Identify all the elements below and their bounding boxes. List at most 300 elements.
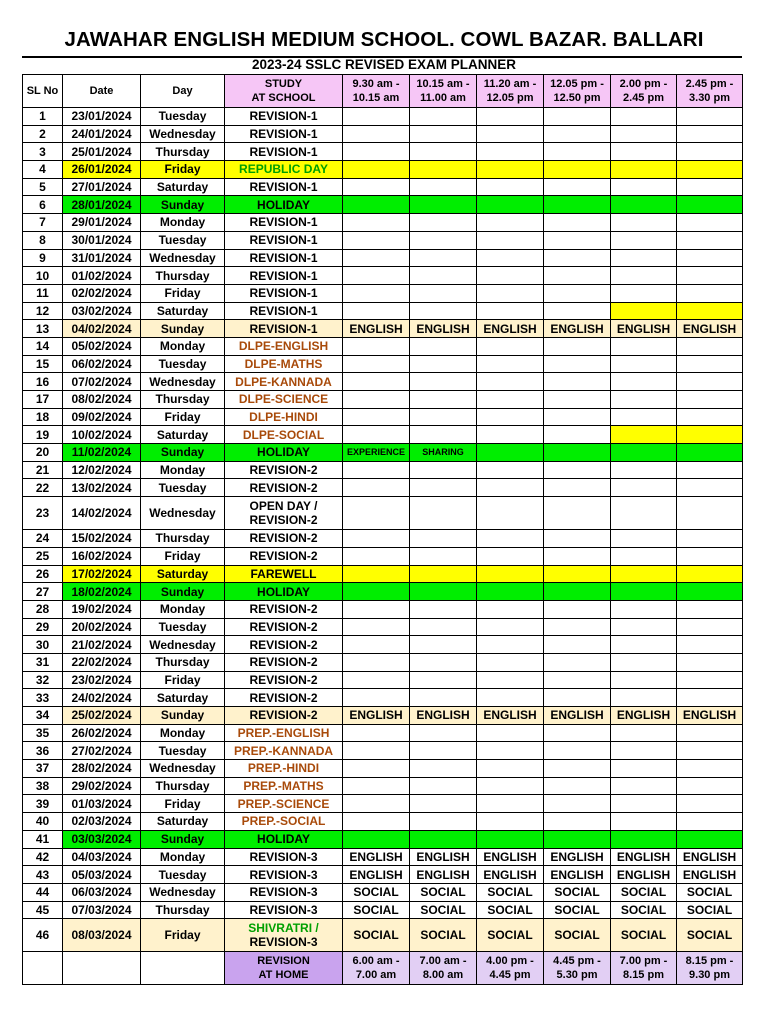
date-cell: 09/02/2024 <box>63 408 141 426</box>
date-cell: 27/01/2024 <box>63 178 141 196</box>
slot-cell: ENGLISH <box>477 320 544 338</box>
slot-cell <box>611 108 677 126</box>
slot-cell <box>477 302 544 320</box>
day-cell: Thursday <box>141 901 225 919</box>
slot-cell <box>343 724 410 742</box>
day-cell: Wednesday <box>141 883 225 901</box>
slot-cell <box>544 565 611 583</box>
header-slot-5: 2.00 pm - 2.45 pm <box>611 75 677 108</box>
date-cell: 16/02/2024 <box>63 547 141 565</box>
footer-empty-cell <box>141 952 225 985</box>
slot-cell <box>611 408 677 426</box>
slot-cell <box>477 724 544 742</box>
home-slot-line: 7.00 pm - <box>619 955 668 968</box>
table-row <box>23 760 743 778</box>
date-cell: 06/03/2024 <box>63 883 141 901</box>
day-cell: Wednesday <box>141 249 225 267</box>
study-at-school-cell: REVISION-1 <box>225 320 343 338</box>
slot-cell <box>343 249 410 267</box>
sl-no-cell: 26 <box>23 565 63 583</box>
sl-no-cell: 15 <box>23 355 63 373</box>
slot-cell <box>477 108 544 126</box>
slot-cell: ENGLISH <box>611 707 677 725</box>
day-cell: Wednesday <box>141 760 225 778</box>
study-line: REVISION-3 <box>249 935 318 950</box>
slot-cell <box>677 618 743 636</box>
study-at-school-cell: REVISION-1 <box>225 231 343 249</box>
table-row <box>23 249 743 267</box>
home-slot-line: 8.15 pm - <box>685 955 734 968</box>
slot-cell <box>477 196 544 214</box>
slot-cell <box>477 214 544 232</box>
date-cell: 07/02/2024 <box>63 373 141 391</box>
sl-no-cell: 11 <box>23 284 63 302</box>
table-row <box>23 653 743 671</box>
slot-cell <box>343 284 410 302</box>
study-line: SHIVRATRI / <box>248 921 319 936</box>
slot-cell: ENGLISH <box>544 320 611 338</box>
date-cell: 22/02/2024 <box>63 653 141 671</box>
study-at-school-cell: DLPE-MATHS <box>225 355 343 373</box>
slot-cell <box>544 355 611 373</box>
table-row <box>23 565 743 583</box>
slot-cell <box>677 653 743 671</box>
study-line: OPEN DAY / <box>249 499 318 514</box>
slot-cell <box>611 479 677 497</box>
slot-cell <box>343 355 410 373</box>
slot-cell <box>477 497 544 530</box>
sl-no-cell: 44 <box>23 883 63 901</box>
table-row <box>23 391 743 409</box>
slot-cell: ENGLISH <box>544 848 611 866</box>
sl-no-cell: 9 <box>23 249 63 267</box>
study-at-school-cell: REVISION-2 <box>225 461 343 479</box>
day-cell: Thursday <box>141 653 225 671</box>
table-row <box>23 636 743 654</box>
day-cell: Sunday <box>141 707 225 725</box>
study-at-school-cell: REVISION-2 <box>225 547 343 565</box>
slot-cell <box>611 600 677 618</box>
sl-no-cell: 46 <box>23 919 63 952</box>
date-cell: 01/02/2024 <box>63 267 141 285</box>
home-slot-line: 8.00 am <box>422 969 464 982</box>
slot-cell: ENGLISH <box>410 320 477 338</box>
study-at-school-cell: REVISION-3 <box>225 901 343 919</box>
slot-cell <box>544 196 611 214</box>
slot-cell <box>410 777 477 795</box>
sl-no-cell: 42 <box>23 848 63 866</box>
slot-cell <box>343 108 410 126</box>
day-cell: Monday <box>141 848 225 866</box>
table-row <box>23 355 743 373</box>
day-cell: Friday <box>141 284 225 302</box>
slot-cell <box>477 426 544 444</box>
slot-cell <box>677 724 743 742</box>
study-at-school-cell <box>225 497 343 530</box>
study-at-school-cell: PREP.-SOCIAL <box>225 813 343 831</box>
study-at-school-cell: PREP.-KANNADA <box>225 742 343 760</box>
home-slot-line: 4.45 pm <box>489 969 531 982</box>
sl-no-cell: 20 <box>23 444 63 462</box>
slot-cell <box>544 653 611 671</box>
date-cell: 05/02/2024 <box>63 337 141 355</box>
slot-cell <box>477 742 544 760</box>
slot-cell <box>410 337 477 355</box>
slot-cell: SOCIAL <box>611 919 677 952</box>
footer-empty-cell <box>63 952 141 985</box>
day-cell: Monday <box>141 461 225 479</box>
table-row <box>23 461 743 479</box>
slot-cell <box>410 461 477 479</box>
study-at-school-cell: REVISION-1 <box>225 214 343 232</box>
day-cell: Monday <box>141 600 225 618</box>
slot-cell <box>410 373 477 391</box>
slot-cell <box>477 161 544 179</box>
slot-cell <box>477 267 544 285</box>
day-cell: Thursday <box>141 143 225 161</box>
sl-no-cell: 12 <box>23 302 63 320</box>
table-row <box>23 373 743 391</box>
slot-cell: ENGLISH <box>611 320 677 338</box>
study-at-school-cell: PREP.-SCIENCE <box>225 795 343 813</box>
sl-no-cell: 27 <box>23 583 63 601</box>
slot-cell <box>544 777 611 795</box>
slot-cell <box>677 671 743 689</box>
study-at-school-cell <box>225 919 343 952</box>
study-at-school-cell: HOLIDAY <box>225 196 343 214</box>
day-cell: Friday <box>141 919 225 952</box>
slot-cell: SOCIAL <box>343 883 410 901</box>
slot-cell <box>477 671 544 689</box>
slot-cell <box>410 249 477 267</box>
date-cell: 31/01/2024 <box>63 249 141 267</box>
study-at-school-cell: REVISION-1 <box>225 108 343 126</box>
slot-cell <box>477 373 544 391</box>
slot-cell <box>677 600 743 618</box>
slot-cell: SOCIAL <box>677 919 743 952</box>
date-cell: 30/01/2024 <box>63 231 141 249</box>
header-slot-4: 12.05 pm - 12.50 pm <box>544 75 611 108</box>
slot-cell: ENGLISH <box>677 320 743 338</box>
study-at-school-cell: REVISION-1 <box>225 178 343 196</box>
study-at-school-cell: REVISION-1 <box>225 267 343 285</box>
table-row <box>23 178 743 196</box>
study-at-school-cell: HOLIDAY <box>225 830 343 848</box>
slot-cell <box>343 742 410 760</box>
day-cell: Saturday <box>141 302 225 320</box>
study-at-school-cell: REVISION-3 <box>225 866 343 884</box>
slot-cell <box>343 583 410 601</box>
slot-cell <box>410 178 477 196</box>
table-row <box>23 777 743 795</box>
slot-cell: SOCIAL <box>677 901 743 919</box>
slot-cell <box>410 653 477 671</box>
slot-cell <box>677 426 743 444</box>
home-slot-cell <box>477 952 544 985</box>
date-cell: 10/02/2024 <box>63 426 141 444</box>
slot-cell <box>611 671 677 689</box>
slot-cell <box>677 795 743 813</box>
slot-cell <box>544 813 611 831</box>
slot-cell <box>611 284 677 302</box>
slot-cell <box>677 337 743 355</box>
slot-cell <box>477 391 544 409</box>
slot-cell <box>611 426 677 444</box>
study-at-school-cell: REVISION-2 <box>225 600 343 618</box>
slot-cell <box>611 231 677 249</box>
slot-cell: ENGLISH <box>544 866 611 884</box>
slot-cell <box>677 813 743 831</box>
slot-cell: ENGLISH <box>343 320 410 338</box>
footer-line: REVISION <box>257 955 310 968</box>
slot-cell <box>544 461 611 479</box>
slot-cell <box>611 302 677 320</box>
table-row <box>23 901 743 919</box>
day-cell: Saturday <box>141 813 225 831</box>
slot-cell <box>611 214 677 232</box>
study-at-school-cell: FAREWELL <box>225 565 343 583</box>
slot-cell <box>410 760 477 778</box>
study-at-school-cell: PREP.-HINDI <box>225 760 343 778</box>
slot-cell <box>611 742 677 760</box>
slot-cell <box>410 600 477 618</box>
sl-no-cell: 40 <box>23 813 63 831</box>
sl-no-cell: 3 <box>23 143 63 161</box>
date-cell: 07/03/2024 <box>63 901 141 919</box>
slot-cell <box>677 267 743 285</box>
study-at-school-cell: REVISION-3 <box>225 883 343 901</box>
study-at-school-cell: REVISION-1 <box>225 284 343 302</box>
slot-cell <box>544 302 611 320</box>
slot-cell <box>544 426 611 444</box>
slot-cell <box>611 547 677 565</box>
study-at-school-cell: REVISION-2 <box>225 479 343 497</box>
slot-cell <box>343 600 410 618</box>
slot-cell <box>343 125 410 143</box>
slot-cell <box>410 830 477 848</box>
sl-no-cell: 23 <box>23 497 63 530</box>
slot-cell <box>677 461 743 479</box>
slot-cell <box>410 196 477 214</box>
slot-cell <box>343 214 410 232</box>
slot-cell <box>410 724 477 742</box>
slot-cell <box>677 302 743 320</box>
slot-cell <box>477 444 544 462</box>
slot-cell <box>410 161 477 179</box>
header-date: Date <box>63 75 141 108</box>
slot-cell <box>611 813 677 831</box>
slot-cell <box>477 618 544 636</box>
slot-cell <box>611 760 677 778</box>
slot-cell <box>544 125 611 143</box>
header-slot-1: 9.30 am - 10.15 am <box>343 75 410 108</box>
study-at-school-cell: REVISION-1 <box>225 125 343 143</box>
slot-cell <box>611 583 677 601</box>
date-cell: 17/02/2024 <box>63 565 141 583</box>
date-cell: 25/01/2024 <box>63 143 141 161</box>
header-slot-6: 2.45 pm - 3.30 pm <box>677 75 743 108</box>
slot-cell <box>343 426 410 444</box>
slot-cell <box>477 249 544 267</box>
slot-cell <box>677 284 743 302</box>
study-at-school-cell: REVISION-2 <box>225 671 343 689</box>
table-row <box>23 530 743 548</box>
day-cell: Sunday <box>141 583 225 601</box>
slot-cell <box>677 231 743 249</box>
slot-cell: SOCIAL <box>544 901 611 919</box>
slot-cell: ENGLISH <box>343 707 410 725</box>
slot-cell <box>477 653 544 671</box>
day-cell: Monday <box>141 724 225 742</box>
table-row <box>23 196 743 214</box>
sl-no-cell: 32 <box>23 671 63 689</box>
sl-no-cell: 38 <box>23 777 63 795</box>
slot-cell <box>544 600 611 618</box>
slot-cell <box>544 143 611 161</box>
slot-cell <box>343 618 410 636</box>
slot-cell <box>544 618 611 636</box>
slot-cell <box>343 302 410 320</box>
slot-cell <box>410 795 477 813</box>
sl-no-cell: 31 <box>23 653 63 671</box>
slot-cell <box>611 618 677 636</box>
slot-cell: SOCIAL <box>611 883 677 901</box>
slot-cell <box>477 583 544 601</box>
slot-cell <box>544 161 611 179</box>
slot-cell <box>343 267 410 285</box>
home-slot-line: 4.00 pm - <box>486 955 534 968</box>
slot-cell <box>477 125 544 143</box>
date-cell: 04/02/2024 <box>63 320 141 338</box>
slot-cell <box>544 583 611 601</box>
sl-no-cell: 29 <box>23 618 63 636</box>
sl-no-cell: 36 <box>23 742 63 760</box>
slot-cell <box>343 760 410 778</box>
date-cell: 02/03/2024 <box>63 813 141 831</box>
slot-cell <box>544 760 611 778</box>
table-row <box>23 618 743 636</box>
slot-cell <box>343 547 410 565</box>
header-sl-no: SL No <box>23 75 63 108</box>
slot-cell <box>410 530 477 548</box>
slot-cell <box>544 444 611 462</box>
slot-cell <box>544 108 611 126</box>
sl-no-cell: 10 <box>23 267 63 285</box>
slot-cell <box>677 355 743 373</box>
day-cell: Friday <box>141 795 225 813</box>
slot-cell: ENGLISH <box>677 848 743 866</box>
home-slot-line: 8.15 pm <box>623 969 664 982</box>
slot-cell <box>677 444 743 462</box>
slot-cell <box>343 565 410 583</box>
slot-cell <box>343 373 410 391</box>
slot-cell <box>544 249 611 267</box>
slot-cell <box>677 161 743 179</box>
slot-cell <box>410 497 477 530</box>
slot-cell <box>611 161 677 179</box>
table-row <box>23 426 743 444</box>
slot-cell <box>477 777 544 795</box>
slot-cell: SOCIAL <box>544 919 611 952</box>
slot-cell <box>677 830 743 848</box>
day-cell: Tuesday <box>141 355 225 373</box>
slot-cell <box>410 125 477 143</box>
day-cell: Tuesday <box>141 618 225 636</box>
study-at-school-cell: HOLIDAY <box>225 583 343 601</box>
study-at-school-cell: REVISION-2 <box>225 653 343 671</box>
date-cell: 18/02/2024 <box>63 583 141 601</box>
slot-cell: SOCIAL <box>410 883 477 901</box>
date-cell: 24/02/2024 <box>63 689 141 707</box>
table-row <box>23 302 743 320</box>
slot-cell <box>611 337 677 355</box>
slot-cell: SOCIAL <box>611 901 677 919</box>
slot-cell <box>677 636 743 654</box>
study-line: REVISION-2 <box>249 513 318 528</box>
slot-cell <box>477 530 544 548</box>
slot-cell <box>544 671 611 689</box>
slot-cell <box>544 830 611 848</box>
slot-cell <box>477 408 544 426</box>
day-cell: Saturday <box>141 178 225 196</box>
slot-cell <box>477 830 544 848</box>
sl-no-cell: 1 <box>23 108 63 126</box>
study-at-school-cell: REPUBLIC DAY <box>225 161 343 179</box>
slot-cell <box>477 813 544 831</box>
date-cell: 19/02/2024 <box>63 600 141 618</box>
table-row <box>23 742 743 760</box>
slot-cell <box>677 689 743 707</box>
slot-cell <box>611 653 677 671</box>
sl-no-cell: 39 <box>23 795 63 813</box>
day-cell: Saturday <box>141 426 225 444</box>
study-at-school-cell: REVISION-2 <box>225 707 343 725</box>
table-row <box>23 919 743 952</box>
sl-no-cell: 35 <box>23 724 63 742</box>
slot-cell <box>544 689 611 707</box>
slot-cell <box>611 565 677 583</box>
day-cell: Sunday <box>141 196 225 214</box>
sl-no-cell: 2 <box>23 125 63 143</box>
date-cell: 12/02/2024 <box>63 461 141 479</box>
slot-cell <box>677 777 743 795</box>
sl-no-cell: 4 <box>23 161 63 179</box>
table-row <box>23 707 743 725</box>
slot-cell <box>343 461 410 479</box>
table-row <box>23 724 743 742</box>
day-cell: Wednesday <box>141 125 225 143</box>
slot-cell <box>544 530 611 548</box>
slot-cell <box>677 565 743 583</box>
slot-cell <box>611 795 677 813</box>
date-cell: 26/02/2024 <box>63 724 141 742</box>
table-row <box>23 267 743 285</box>
slot-cell <box>343 178 410 196</box>
slot-cell <box>343 813 410 831</box>
day-cell: Wednesday <box>141 497 225 530</box>
table-row <box>23 284 743 302</box>
study-at-school-cell: HOLIDAY <box>225 444 343 462</box>
day-cell: Wednesday <box>141 636 225 654</box>
table-row <box>23 883 743 901</box>
slot-cell <box>410 583 477 601</box>
slot-cell <box>477 143 544 161</box>
slot-cell: ENGLISH <box>410 866 477 884</box>
slot-cell <box>611 143 677 161</box>
study-at-school-cell: REVISION-1 <box>225 302 343 320</box>
revision-at-home-label <box>225 952 343 985</box>
date-cell: 23/02/2024 <box>63 671 141 689</box>
